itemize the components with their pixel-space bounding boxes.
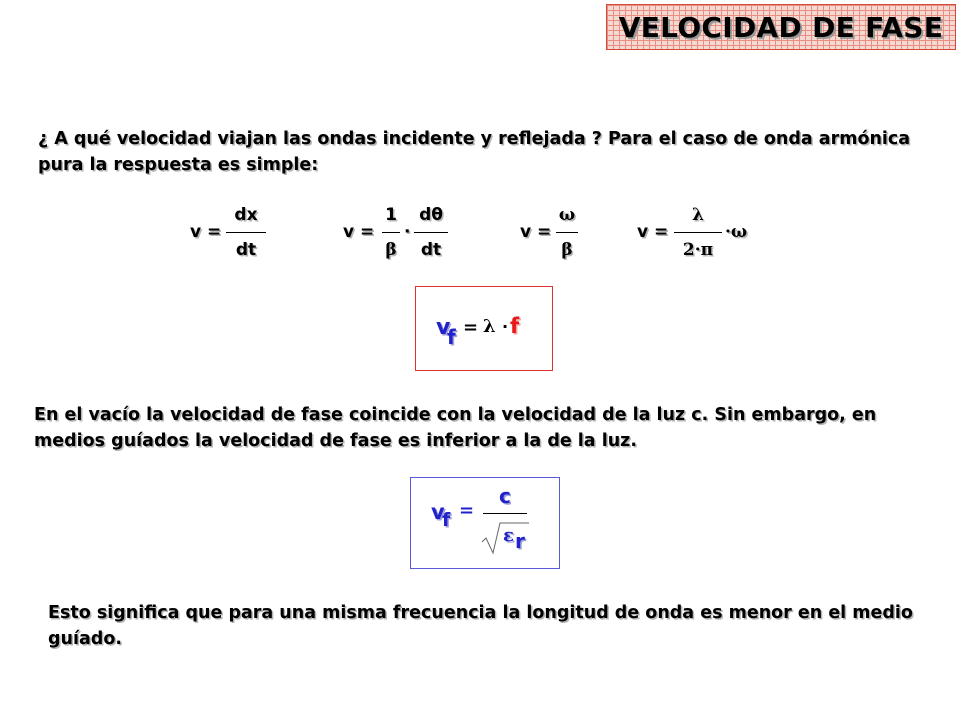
- vf2-v: v: [431, 500, 445, 524]
- eq1-denominator: dt: [235, 240, 257, 260]
- eq2-fraction-bar: [414, 232, 448, 233]
- eq3-fraction-bar: [556, 232, 578, 233]
- speed-of-light: c: [499, 484, 511, 508]
- eq1-numerator: dx: [234, 205, 258, 225]
- eq4-numerator: λ: [692, 205, 704, 225]
- eq4-fraction-bar: [674, 232, 722, 233]
- eq2-denominator: dt: [420, 240, 442, 260]
- eq1-fraction-bar: [226, 232, 266, 233]
- eq3-denominator: β: [561, 240, 573, 260]
- epsilon-subscript: r: [515, 529, 525, 553]
- frequency-symbol: f: [510, 314, 520, 338]
- eq2-numerator: dθ: [419, 205, 443, 225]
- eq2-coef-denominator: β: [385, 240, 397, 260]
- title-banner: [606, 4, 956, 50]
- vf2-equals: =: [459, 500, 475, 521]
- medium-velocity-formula-box: [410, 477, 560, 569]
- eq4-lhs: v =: [637, 222, 669, 242]
- vf-v: v: [436, 315, 451, 340]
- vacuum-paragraph: En el vacío la velocidad de fase coincide con la velocidad de la luz c. Sin embargo, en medios guíados la velocidad de fase es inferior a la de la luz.: [34, 405, 877, 451]
- multiply-dot: ·: [502, 317, 509, 336]
- eq3-lhs: v =: [520, 222, 552, 242]
- vf-equals: =: [463, 317, 479, 338]
- epsilon-symbol: ε: [503, 525, 514, 546]
- conclusion-paragraph: Esto significa que para una misma frecuencia la longitud de onda es menor en el medio guíado.: [48, 603, 913, 649]
- phase-velocity-formula-box: [415, 286, 553, 371]
- medium-fraction-bar: [483, 513, 527, 514]
- eq2-coef-bar: [382, 232, 400, 233]
- eq4-denominator: 2·π: [682, 240, 714, 260]
- intro-paragraph: ¿ A qué velocidad viajan las ondas incidente y reflejada ? Para el caso de onda armónica pura la respuesta es simple:: [38, 129, 911, 175]
- eq3-numerator: ω: [558, 205, 576, 225]
- vf2-sub: f: [442, 509, 451, 531]
- eq2-lhs: v =: [343, 222, 375, 242]
- eq2-dot: ·: [404, 222, 411, 242]
- eq2-coef-numerator: 1: [385, 205, 397, 225]
- lambda-symbol: λ: [483, 316, 496, 337]
- eq1-lhs: v =: [190, 222, 222, 242]
- page-title: VELOCIDAD DE FASE: [618, 10, 944, 44]
- eq4-tail: ·ω: [725, 222, 748, 242]
- vf-sub: f: [447, 325, 456, 349]
